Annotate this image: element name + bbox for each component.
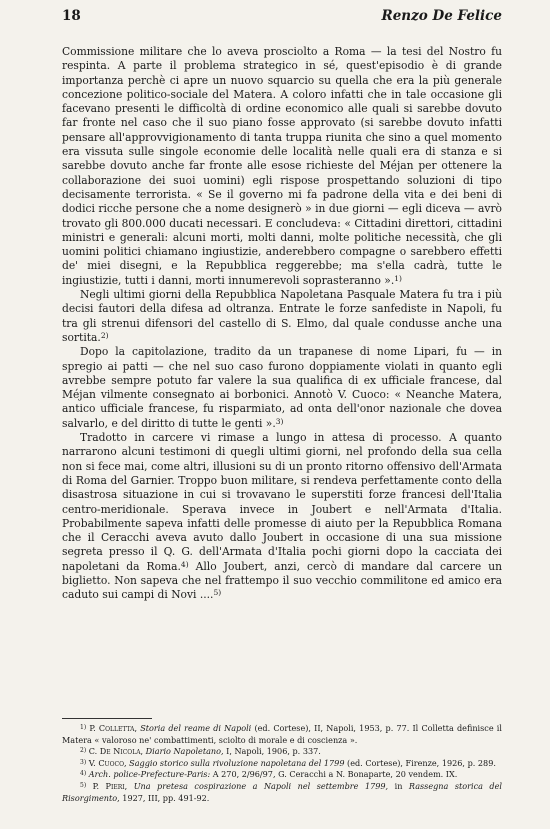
footnote-5-journal: Rassegna storica del Risorgimento, (62, 780, 502, 803)
footnote-2-author: C. De Nicola, (88, 746, 144, 757)
footnote-1-rest: (ed. Cortese), II, Napoli, 1953, p. 77. Il Colletta definisce il Matera « valoroso ne' combattimenti, sciolto di morale e di coscienza ». (62, 723, 502, 745)
footnote-4-rest: A 270, 2/96/97, G. Ceracchi a N. Bonaparte, 20 vendem. IX. (210, 769, 458, 780)
footnote-1-title: Storia del reame di Napoli (140, 723, 252, 733)
footnote-ref-4[interactable]: 4) (180, 559, 189, 569)
footnote-2-title: Diario Napoletano, (145, 746, 224, 757)
footnotes (62, 723, 502, 804)
running-header (62, 4, 502, 26)
footnote-3-author: V. Cuoco, (88, 757, 127, 768)
paragraph-2 (62, 288, 502, 345)
footnote-1 (62, 723, 502, 746)
footnote-5-rest: 1927, III, pp. 491-92. (119, 792, 210, 803)
paragraph-4 (62, 431, 502, 603)
footnote-ref-5[interactable]: 5) (213, 588, 222, 598)
paragraph-1 (62, 45, 502, 288)
paragraph-3 (62, 345, 502, 431)
footnote-5-title: Una pretesa cospirazione a Napoli nel settembre 1799, (133, 780, 389, 791)
footnote-4-title: Arch. police-Prefecture-Paris: (88, 769, 211, 780)
footnote-3-title: Saggio storico sulla rivoluzione napoletana del 1799 (129, 757, 345, 768)
footnote-4-number: 4) (80, 770, 87, 778)
running-head-author: Renzo De Felice (381, 8, 502, 24)
footnote-ref-3[interactable]: 3) (275, 416, 284, 426)
footnote-2-number: 2) (80, 747, 87, 755)
paragraph-1-text: Commissione militare che lo aveva prosciolto a Roma — la tesi del Nostro fu respinta. A parte il problema strategico in sé, quest'episodio è di grande importanza perchè ci apre un nuovo squarcio su quella che era la più generale concezione politico-sociale del Matera. A coloro infatti che in tale occasione gli facevano presenti le difficoltà di ordine economico alle quali si sarebbe dovuto far fronte nel caso che il suo piano fosse approvato (si sarebbe dovuto infatti pensare all'approvvigionamento di tanta truppa riunita che sino a quel momento era vissuta sulle singole economie delle località nelle quali era di stanza e si sarebbe dovuto anche far fronte alle esose richieste del Méjan per ottenere la collaborazione dei suoi uomini) egli rispose prospettando soluzioni di tipo decisamente terrorista. « Se il governo mi fa padrone della vita e dei beni di dodici ricche persone che a nome designerò » in due giorni — egli diceva — avrò trovato gli 800.000 ducati necessari. E concludeva: « Cittadini direttori, cittadini ministri e generali: alcuni morti, molti danni, molte politiche necessità, che gli uomini politici chiamano ingiustizie, anderebbero compagne o sarebbero effetti de' miei disegni, e la Repubblica reggerebbe; ma s'ella cadrà, tutte le ingiustizie, tutti i danni, morti innumerevoli soprasteranno ». (62, 45, 502, 287)
footnote-ref-2[interactable]: 2) (100, 330, 109, 340)
footnote-5-author: P. Pieri, (92, 780, 128, 791)
page-number: 18 (62, 8, 81, 24)
footnote-ref-1[interactable]: 1) (394, 273, 402, 283)
footnote-5-number: 5) (80, 781, 87, 789)
footnote-2-rest: I, Napoli, 1906, p. 337. (223, 746, 321, 757)
footnote-5-mid: in (388, 780, 409, 791)
footnote-3-number: 3) (80, 758, 87, 766)
footnote-separator (62, 718, 152, 719)
footnote-3-rest: (ed. Cortese), Firenze, 1926, p. 289. (344, 757, 496, 768)
paragraph-4-text: Tradotto in carcere vi rimase a lungo in attesa di processo. A quanto narrarono alcuni testimoni di quegli ultimi giorni, nel profondo della sua cella non si fece mai, come altri, illusioni su di un pronto ritorno offensivo dell'Armata di Roma del Garnier. Troppo buon militare, si rendeva perfettamente conto della disastrosa situazione in cui si trovavano le superstiti forze francesi dell'Italia centro-meridionale. Sperava invece in Joubert e nell'Armata d'Italia. Probabilmente sapeva infatti delle promesse di aiuto per la Repubblica Romana che il Ceracchi aveva avuto dallo Joubert in occasione di una sua missione segreta presso il Q. G. dell'Armata d'Italia pochi giorni dopo la cacciata dei napoletani da Roma. (62, 431, 502, 573)
paragraph-3-text: Dopo la capitolazione, tradito da un trapanese di nome Lipari, fu — in spregio ai patti — che nel suo caso furono doppiamente violati in quanto egli avrebbe sempre potuto far valere la sua qualifica di ex ufficiale francese, dal Méjan vilmente consegnato ai borbonici. Annotò V. Cuoco: « Neanche Matera, antico ufficiale francese, fu risparmiato, ad onta dell'onor nazionale che dovea salvarlo, e del diritto di tutte le genti ». (62, 345, 502, 430)
footnote-5 (62, 781, 502, 804)
footnote-1-author: P. Colletta, (89, 723, 138, 733)
footnote-3 (62, 758, 502, 770)
main-text (62, 45, 502, 603)
footnote-4 (62, 769, 502, 781)
footnote-1-number: 1) (80, 724, 87, 731)
footnote-2 (62, 746, 502, 758)
paragraph-4-continuation: Allo Joubert, anzi, cercò di mandare dal carcere un biglietto. Non sapeva che nel frattempo il suo vecchio commilitone ed amico era caduto sui campi di Novi .... (62, 559, 502, 602)
paragraph-2-text: Negli ultimi giorni della Repubblica Napoletana Pasquale Matera fu tra i più decisi fautori della difesa ad oltranza. Entrate le forze sanfediste in Napoli, fu tra gli strenui difensori del castello di S. Elmo, dal quale condusse anche una sortita. (62, 288, 502, 344)
